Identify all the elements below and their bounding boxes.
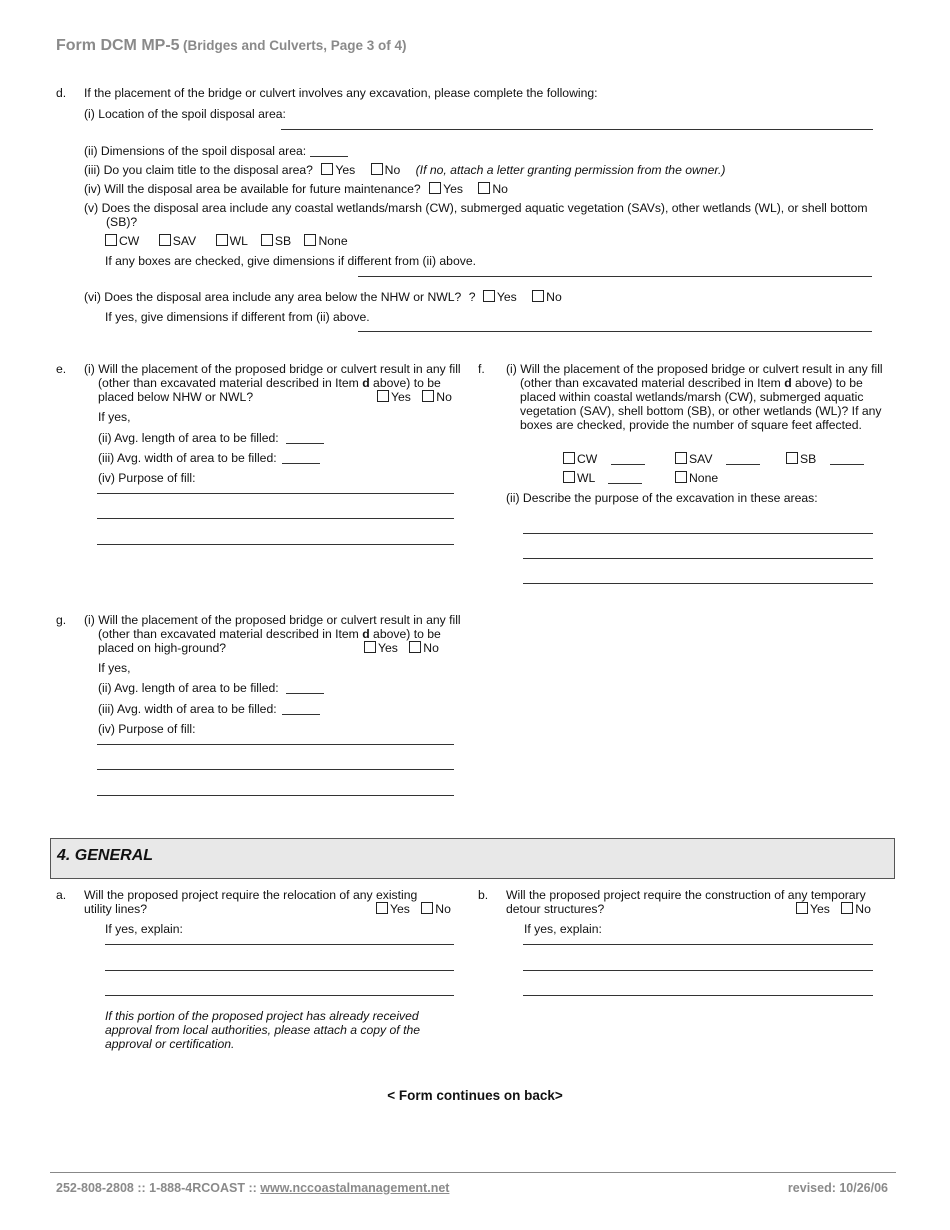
- g-q3-input[interactable]: [282, 704, 320, 715]
- footer-website-link[interactable]: www.nccoastalmanagement.net: [260, 1181, 450, 1195]
- d-q3-note: (If no, attach a letter granting permission from the owner.): [415, 163, 726, 177]
- footer-divider: [50, 1172, 896, 1173]
- d-q5-followup: If any boxes are checked, give dimensions if different from (ii) above.: [105, 254, 476, 268]
- d-q1-input-line[interactable]: [281, 129, 873, 130]
- e-q3-label: (iii) Avg. width of area to be filled:: [98, 451, 277, 465]
- g-q4-label: (iv) Purpose of fill:: [98, 722, 196, 736]
- general-a-yes-checkbox[interactable]: [376, 902, 388, 914]
- d-q6-label: (vi) Does the disposal area include any area below the NHW or NWL?: [84, 290, 462, 304]
- d-q5-none-checkbox[interactable]: [304, 234, 316, 246]
- e-q1-no-checkbox[interactable]: [422, 390, 434, 402]
- e-q1-yes-label: Yes: [391, 390, 411, 404]
- f-q2-line-1[interactable]: [523, 533, 873, 534]
- general-b-explain-line-3[interactable]: [523, 995, 873, 996]
- section-d-letter: d.: [56, 86, 67, 100]
- e-q4-label: (iv) Purpose of fill:: [98, 471, 196, 485]
- f-cw-label: CW: [577, 452, 598, 466]
- general-b-explain-label: If yes, explain:: [524, 922, 602, 936]
- d-q6-no-label: No: [546, 290, 562, 304]
- f-cw-checkbox[interactable]: [563, 452, 575, 464]
- g-q1-end: above) to be placed on high-ground?: [98, 627, 441, 655]
- e-q1-options: [377, 390, 452, 404]
- f-cw-sqft-input[interactable]: [611, 454, 645, 465]
- d-q6-dimensions-line[interactable]: [358, 331, 872, 332]
- general-a-options: [376, 902, 451, 916]
- d-q3-no-label: No: [384, 163, 401, 177]
- d-q4-yes-checkbox[interactable]: [429, 182, 441, 194]
- e-q2-label: (ii) Avg. length of area to be filled:: [98, 431, 279, 445]
- general-b-question: Will the proposed project require the construction of any temporary detour structures?: [506, 888, 866, 916]
- section-e-letter: e.: [56, 362, 67, 376]
- g-q1-text: (i) Will the placement of the proposed bridge or culvert result in any fill (other than excavated material described in Item: [84, 613, 461, 641]
- f-sb-sqft-input[interactable]: [830, 454, 864, 465]
- general-b-explain-line-1[interactable]: [523, 944, 873, 945]
- e-q4-line-2[interactable]: [97, 518, 454, 519]
- g-q2: [98, 681, 324, 695]
- f-q2-line-2[interactable]: [523, 558, 873, 559]
- f-wl-option: [563, 471, 642, 485]
- d-q5-none-label: None: [318, 234, 348, 248]
- d-q5-sb-label: SB: [274, 234, 292, 248]
- general-b-no-checkbox[interactable]: [841, 902, 853, 914]
- d-q5-wl-checkbox[interactable]: [216, 234, 228, 246]
- d-q1-label: (i) Location of the spoil disposal area:: [84, 107, 286, 121]
- d-q5-wl-label: WL: [229, 234, 248, 248]
- d-q4-yes-label: Yes: [443, 182, 463, 196]
- form-subtitle: (Bridges and Culverts, Page 3 of 4): [182, 38, 407, 53]
- f-sav-label: SAV: [689, 452, 713, 466]
- e-q1-end: above) to be placed below NHW or NWL?: [98, 376, 441, 404]
- f-sb-checkbox[interactable]: [786, 452, 798, 464]
- d-q6-yes-label: Yes: [496, 290, 517, 304]
- d-q3-no-checkbox[interactable]: [371, 163, 383, 175]
- f-none-checkbox[interactable]: [675, 471, 687, 483]
- g-q4-line-2[interactable]: [97, 769, 454, 770]
- section-f-letter: f.: [478, 362, 485, 376]
- general-a-explain-line-3[interactable]: [105, 995, 454, 996]
- general-a-explain-line-2[interactable]: [105, 970, 454, 971]
- d-q6-followup: If yes, give dimensions if different from (ii) above.: [105, 310, 370, 324]
- g-q4-line-1[interactable]: [97, 744, 454, 745]
- d-q2: [84, 144, 348, 158]
- footer-contact-block: [56, 1181, 449, 1195]
- d-q6-yes-checkbox[interactable]: [483, 290, 495, 302]
- g-q1-no-checkbox[interactable]: [409, 641, 421, 653]
- e-q4-line-3[interactable]: [97, 544, 454, 545]
- general-a-explain-label: If yes, explain:: [105, 922, 183, 936]
- d-q3: [84, 163, 725, 177]
- d-q5-label: (v) Does the disposal area include any coastal wetlands/marsh (CW), submerged aquatic vegetation (SAVs), other wetlands (WL), or shell bottom (SB)?: [84, 201, 868, 229]
- general-a-yes-label: Yes: [390, 902, 410, 916]
- f-none-option: [675, 471, 718, 485]
- general-a-no-label: No: [435, 902, 451, 916]
- general-a-note: If this portion of the proposed project has already received approval from local authorities, please attach a copy of the approval or certification.: [105, 1009, 421, 1051]
- e-q4-line-1[interactable]: [97, 493, 454, 494]
- f-sb-option: [786, 452, 864, 466]
- d-q3-yes-label: Yes: [335, 163, 356, 177]
- f-q1-label: [506, 362, 890, 432]
- d-q3-yes-checkbox[interactable]: [321, 163, 333, 175]
- general-a-question: Will the proposed project require the relocation of any existing utility lines?: [84, 888, 418, 916]
- general-a-explain-line-1[interactable]: [105, 944, 454, 945]
- d-q6-mark: ?: [468, 290, 476, 304]
- e-q3-input[interactable]: [282, 453, 320, 464]
- d-q5-sav-label: SAV: [172, 234, 197, 248]
- d-q2-label: (ii) Dimensions of the spoil disposal area:: [84, 144, 307, 158]
- d-q5-cw-label: CW: [119, 234, 140, 248]
- f-sav-sqft-input[interactable]: [726, 454, 760, 465]
- e-if-yes: If yes,: [98, 410, 131, 424]
- f-q1-item: d: [784, 376, 792, 390]
- e-q1-no-label: No: [436, 390, 452, 404]
- general-a-no-checkbox[interactable]: [421, 902, 433, 914]
- f-wl-sqft-input[interactable]: [608, 473, 642, 484]
- d-q3-label: (iii) Do you claim title to the disposal area?: [84, 163, 313, 177]
- section-d-intro: If the placement of the bridge or culvert involves any excavation, please complete the following:: [84, 86, 598, 100]
- e-q2: [98, 431, 324, 445]
- d-q5-sb-checkbox[interactable]: [261, 234, 273, 246]
- g-q4-line-3[interactable]: [97, 795, 454, 796]
- e-q3: [98, 451, 320, 465]
- general-b-letter: b.: [478, 888, 489, 902]
- d-q6: [84, 290, 562, 304]
- g-if-yes: If yes,: [98, 661, 131, 675]
- f-q1-end: above) to be placed within coastal wetlands/marsh (CW), submerged aquatic vegetation (SAV), shell bottom (SB), or other wetlands (WL)? If any boxes are checked, provide the number of square feet affected.: [520, 376, 882, 432]
- f-wl-checkbox[interactable]: [563, 471, 575, 483]
- general-b-explain-line-2[interactable]: [523, 970, 873, 971]
- d-q2-input[interactable]: [310, 146, 348, 157]
- e-q2-input[interactable]: [286, 433, 324, 444]
- g-q1-yes-checkbox[interactable]: [364, 641, 376, 653]
- d-q6-no-checkbox[interactable]: [532, 290, 544, 302]
- f-q1-text: (i) Will the placement of the proposed bridge or culvert result in any fill (other than excavated material described in Item: [506, 362, 883, 390]
- f-wl-label: WL: [577, 471, 595, 485]
- f-cw-option: [563, 452, 645, 466]
- footer-revised: revised: 10/26/06: [787, 1181, 888, 1195]
- e-q1-yes-checkbox[interactable]: [377, 390, 389, 402]
- general-section-title: 4. GENERAL: [57, 847, 154, 864]
- d-q4-no-label: No: [492, 182, 508, 196]
- g-q3: [98, 702, 320, 716]
- general-b-options: [796, 902, 871, 916]
- general-a-letter: a.: [56, 888, 67, 902]
- f-sb-label: SB: [800, 452, 817, 466]
- f-none-label: None: [689, 471, 719, 485]
- f-q2-line-3[interactable]: [523, 583, 873, 584]
- general-b-yes-label: Yes: [810, 902, 830, 916]
- d-q4-label: (iv) Will the disposal area be available for future maintenance?: [84, 182, 421, 196]
- e-q1-text: (i) Will the placement of the proposed bridge or culvert result in any fill (other than excavated material described in Item: [84, 362, 461, 390]
- general-b-yes-checkbox[interactable]: [796, 902, 808, 914]
- section-g-letter: g.: [56, 613, 67, 627]
- g-q1-no-label: No: [423, 641, 439, 655]
- f-sav-option: [675, 452, 760, 466]
- d-q4-no-checkbox[interactable]: [478, 182, 490, 194]
- footer-contact: 252-808-2808 :: 1-888-4RCOAST ::: [56, 1181, 257, 1195]
- g-q1-options: [364, 641, 439, 655]
- form-title: Form DCM MP-5: [56, 37, 180, 54]
- e-q1-item: d: [362, 376, 370, 390]
- form-header: [56, 37, 407, 55]
- d-q4: [84, 182, 508, 196]
- g-q1-yes-label: Yes: [378, 641, 398, 655]
- form-continues-note: < Form continues on back>: [387, 1088, 563, 1103]
- general-b-no-label: No: [855, 902, 871, 916]
- g-q2-label: (ii) Avg. length of area to be filled:: [98, 681, 279, 695]
- f-q2-label: (ii) Describe the purpose of the excavation in these areas:: [506, 491, 818, 505]
- d-q5-dimensions-line[interactable]: [358, 276, 872, 277]
- d-q5-cw-checkbox[interactable]: [105, 234, 117, 246]
- g-q2-input[interactable]: [286, 683, 324, 694]
- general-section-bar: [50, 838, 895, 879]
- d-q5-sav-checkbox[interactable]: [159, 234, 171, 246]
- g-q3-label: (iii) Avg. width of area to be filled:: [98, 702, 277, 716]
- d-q5-options: [105, 234, 348, 248]
- g-q1-item: d: [362, 627, 370, 641]
- f-sav-checkbox[interactable]: [675, 452, 687, 464]
